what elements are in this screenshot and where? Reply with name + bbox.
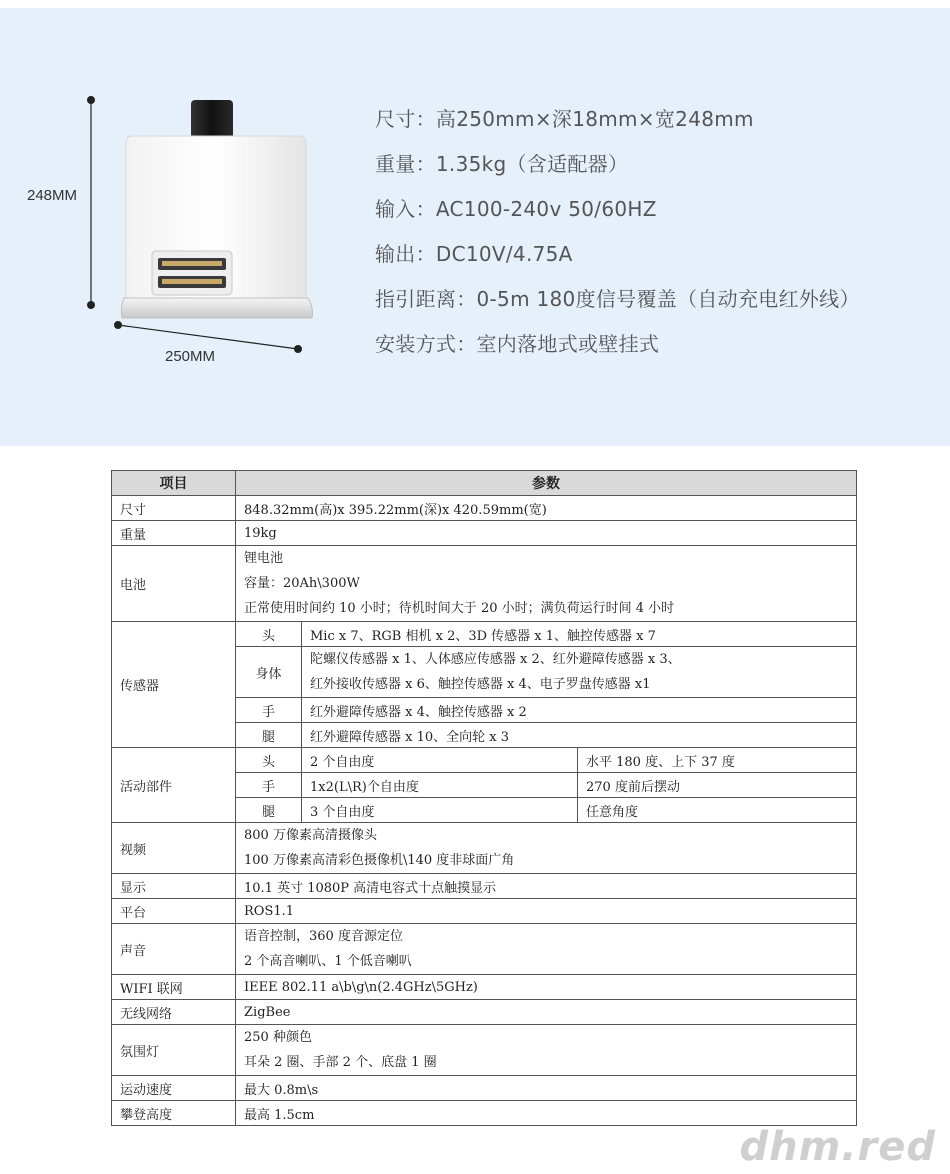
range-value: 任意角度 xyxy=(578,798,857,823)
width-dimension-label: 250MM xyxy=(165,348,216,365)
row-value: 最高 1.5cm xyxy=(236,1101,857,1126)
table-row xyxy=(112,1000,857,1025)
battery-capacity: 容量：20Ah\300W xyxy=(244,576,360,591)
spec-input: 输入：AC100-240v 50/60HZ xyxy=(375,197,657,221)
row-label: 声音 xyxy=(112,924,236,975)
height-dimension-label: 248MM xyxy=(27,187,78,204)
table-header-row xyxy=(112,471,857,496)
table-row xyxy=(112,546,857,622)
spec-guide-distance: 指引距离：0-5m 180度信号覆盖（自动充电红外线） xyxy=(375,287,860,311)
range-value: 水平 180 度、上下 37 度 xyxy=(578,748,857,773)
sound-line: 2 个高音喇叭、1 个低音喇叭 xyxy=(244,954,412,969)
row-value xyxy=(236,823,857,874)
row-value xyxy=(236,1025,857,1076)
row-value xyxy=(236,546,857,622)
body-sensors-line: 陀螺仪传感器 x 1、人体感应传感器 x 2、红外避障传感器 x 3、 xyxy=(310,652,681,667)
sound-line: 语音控制，360 度音源定位 xyxy=(244,929,403,944)
battery-runtime: 正常使用时间约 10 小时；待机时间大于 20 小时；满负荷运行时间 4 小时 xyxy=(244,601,675,616)
row-value: 最大 0.8m\s xyxy=(236,1076,857,1101)
spec-size: 尺寸：高250mm×深18mm×宽248mm xyxy=(375,107,754,131)
table-row xyxy=(112,1101,857,1126)
row-label: 传感器 xyxy=(112,622,236,748)
row-value: ZigBee xyxy=(236,1000,857,1025)
dof-value: 2 个自由度 xyxy=(302,748,578,773)
row-label: 氛围灯 xyxy=(112,1025,236,1076)
table-row xyxy=(112,823,857,874)
row-value: Mic x 7、RGB 相机 x 2、3D 传感器 x 1、触控传感器 x 7 xyxy=(302,622,857,647)
row-label: 活动部件 xyxy=(112,748,236,823)
dof-value: 3 个自由度 xyxy=(302,798,578,823)
table-row xyxy=(112,521,857,546)
row-label: 电池 xyxy=(112,546,236,622)
table-row xyxy=(112,748,857,773)
parameter-table xyxy=(111,470,857,1126)
product-banner xyxy=(0,8,950,446)
row-label: WIFI 联网 xyxy=(112,975,236,1000)
row-label: 攀登高度 xyxy=(112,1101,236,1126)
row-label: 视频 xyxy=(112,823,236,874)
sub-part: 腿 xyxy=(236,798,302,823)
sub-part: 身体 xyxy=(236,647,302,698)
light-line: 250 种颜色 xyxy=(244,1030,312,1045)
row-value xyxy=(236,924,857,975)
row-value: 10.1 英寸 1080P 高清电容式十点触摸显示 xyxy=(236,874,857,899)
light-line: 耳朵 2 圈、手部 2 个、底盘 1 圈 xyxy=(244,1055,437,1070)
header-item: 项目 xyxy=(112,471,236,496)
charging-dock-illustration xyxy=(0,8,360,446)
spec-weight: 重量：1.35kg（含适配器） xyxy=(375,152,629,176)
spec-list xyxy=(375,104,860,374)
row-value: ROS1.1 xyxy=(236,899,857,924)
row-value xyxy=(302,647,857,698)
table-row xyxy=(112,924,857,975)
video-line: 800 万像素高清摄像头 xyxy=(244,828,377,843)
spec-install: 安装方式：室内落地式或壁挂式 xyxy=(375,332,660,356)
row-label: 平台 xyxy=(112,899,236,924)
row-value: 红外避障传感器 x 4、触控传感器 x 2 xyxy=(302,698,857,723)
table-row xyxy=(112,622,857,647)
row-label: 无线网络 xyxy=(112,1000,236,1025)
row-value: 848.32mm(高)x 395.22mm(深)x 420.59mm(宽) xyxy=(236,496,857,521)
sub-part: 腿 xyxy=(236,723,302,748)
table-row xyxy=(112,899,857,924)
range-value: 270 度前后摆动 xyxy=(578,773,857,798)
table-row xyxy=(112,1025,857,1076)
table-row xyxy=(112,1076,857,1101)
sub-part: 头 xyxy=(236,748,302,773)
battery-type: 锂电池 xyxy=(244,551,284,566)
table-row xyxy=(112,496,857,521)
video-line: 100 万像素高清彩色摄像机\140 度非球面广角 xyxy=(244,853,515,868)
table-row xyxy=(112,874,857,899)
row-value: 19kg xyxy=(236,521,857,546)
spec-output: 输出：DC10V/4.75A xyxy=(375,242,573,266)
header-params: 参数 xyxy=(236,471,857,496)
row-value: IEEE 802.11 a\b\g\n(2.4GHz\5GHz) xyxy=(236,975,857,1000)
row-label: 尺寸 xyxy=(112,496,236,521)
sub-part: 头 xyxy=(236,622,302,647)
row-label: 运动速度 xyxy=(112,1076,236,1101)
watermark: dhm.red xyxy=(739,1124,936,1170)
dof-value: 1x2(L\R)个自由度 xyxy=(302,773,578,798)
row-label: 显示 xyxy=(112,874,236,899)
table-row xyxy=(112,975,857,1000)
body-sensors-line: 红外接收传感器 x 6、触控传感器 x 4、电子罗盘传感器 x1 xyxy=(310,677,651,692)
sub-part: 手 xyxy=(236,773,302,798)
sub-part: 手 xyxy=(236,698,302,723)
row-value: 红外避障传感器 x 10、全向轮 x 3 xyxy=(302,723,857,748)
row-label: 重量 xyxy=(112,521,236,546)
